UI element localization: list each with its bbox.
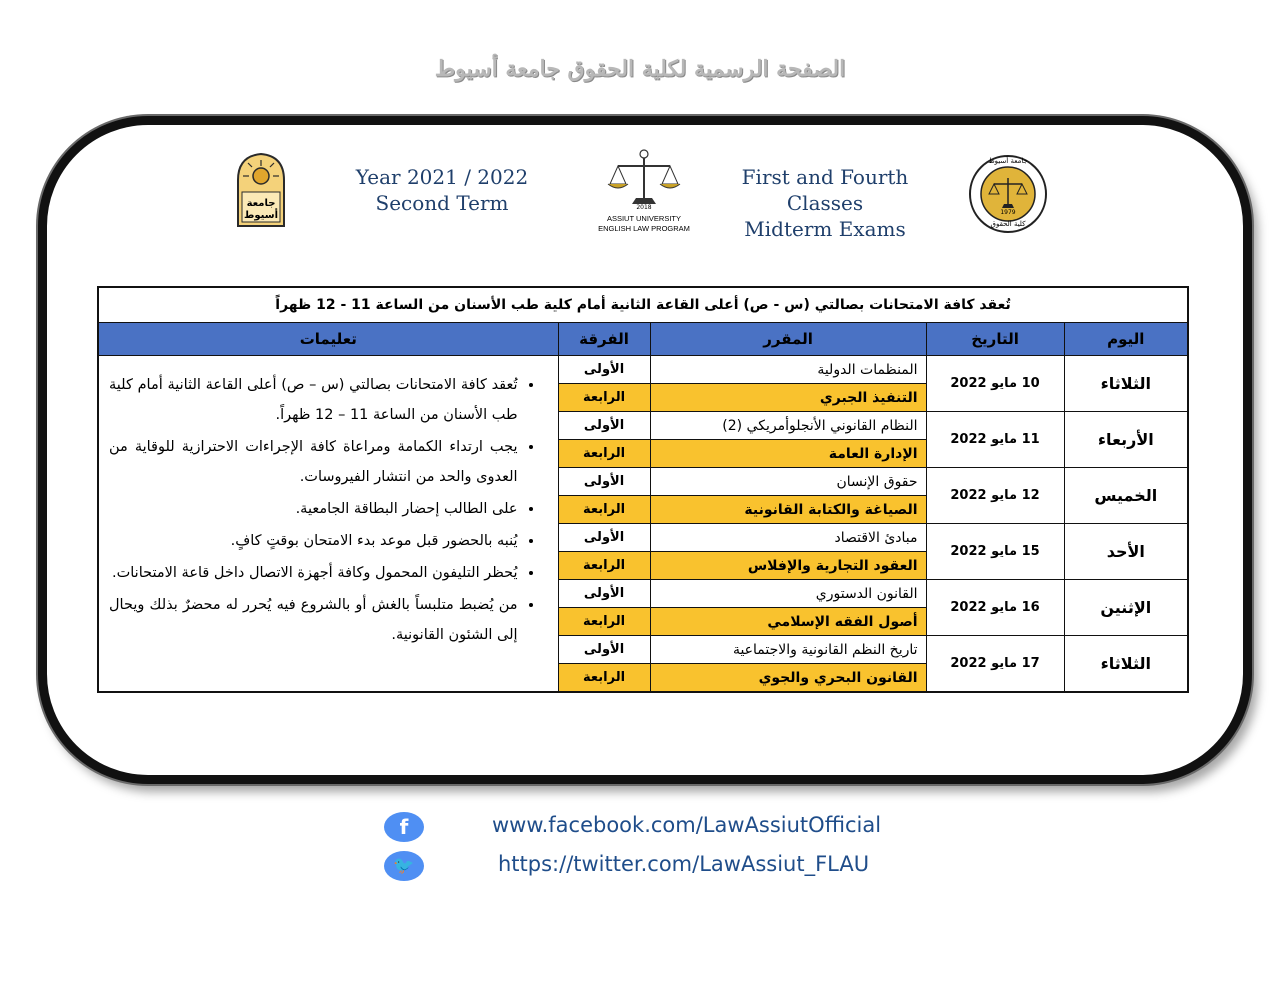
column-header-date: التاريخ: [926, 323, 1064, 356]
instruction-item: • على الطالب إحضار البطاقة الجامعية.: [109, 494, 518, 524]
program-logo-line2: ENGLISH LAW PROGRAM: [598, 224, 690, 233]
class-cell: الرابعة: [558, 608, 650, 636]
term: Second Term: [375, 191, 509, 215]
course-cell: تاريخ النظم القانونية والاجتماعية: [650, 636, 926, 664]
twitter-link-row[interactable]: [384, 851, 904, 885]
day-cell: الخميس: [1064, 468, 1188, 524]
class-cell: الأولى: [558, 636, 650, 664]
facebook-icon[interactable]: f: [384, 812, 424, 842]
exam-location-banner: تُعقد كافة الامتحانات بصالتي (س - ص) أعلى القاعة الثانية أمام كلية طب الأسنان من الساعة 11 - 12 ظهراً: [98, 287, 1188, 323]
program-logo-year: 2018: [636, 204, 652, 211]
course-cell: العقود التجارية والإفلاس: [650, 552, 926, 580]
exam-type: Midterm Exams: [744, 217, 906, 241]
course-cell: القانون البحري والجوي: [650, 664, 926, 693]
class-cell: الأولى: [558, 580, 650, 608]
date-cell: 15 مايو 2022: [926, 524, 1064, 580]
date-cell: 10 مايو 2022: [926, 356, 1064, 412]
class-cell: الرابعة: [558, 384, 650, 412]
exam-schedule-table: [97, 286, 1189, 693]
course-cell: القانون الدستوري: [650, 580, 926, 608]
column-header-course: المقرر: [650, 323, 926, 356]
program-logo-line1: ASSIUT UNIVERSITY: [606, 214, 682, 223]
class-cell: الرابعة: [558, 496, 650, 524]
class-cell: الرابعة: [558, 440, 650, 468]
class-cell: الرابعة: [558, 552, 650, 580]
facebook-link[interactable]: www.facebook.com/LawAssiutOfficial: [492, 813, 882, 837]
date-cell: 11 مايو 2022: [926, 412, 1064, 468]
twitter-link[interactable]: https://twitter.com/LawAssiut_FLAU: [498, 852, 870, 876]
program-logo: [596, 146, 692, 238]
academic-year: Year 2021 / 2022: [355, 165, 529, 189]
day-cell: الثلاثاء: [1064, 356, 1188, 412]
instruction-item: • يُحظر التليفون المحمول وكافة أجهزة الاتصال داخل قاعة الامتحانات.: [109, 558, 518, 588]
classes-title: First and Fourth Classes: [741, 165, 909, 215]
faculty-seal-year: 1979: [1000, 209, 1016, 216]
course-cell: الإدارة العامة: [650, 440, 926, 468]
instruction-item: • من يُضبط متلبساً بالغش أو بالشروع فيه يُحرر له محضرٌ بذلك ويحال إلى الشئون القانونية.: [109, 590, 518, 650]
class-cell: الأولى: [558, 468, 650, 496]
course-cell: مبادئ الاقتصاد: [650, 524, 926, 552]
university-logo-text: جامعة أسيوط: [244, 198, 278, 221]
date-cell: 17 مايو 2022: [926, 636, 1064, 693]
instruction-item: • يُنبه بالحضور قبل موعد بدء الامتحان بوقتٍ كافٍ.: [109, 526, 518, 556]
faculty-seal-top-text: جامعة أسيوط: [988, 157, 1028, 165]
date-cell: 16 مايو 2022: [926, 580, 1064, 636]
day-cell: الأحد: [1064, 524, 1188, 580]
exam-heading: [712, 164, 938, 242]
class-cell: الأولى: [558, 524, 650, 552]
faculty-seal-bottom-text: كلية الحقوق: [990, 220, 1026, 228]
column-header-instructions: تعليمات: [98, 323, 558, 356]
facebook-link-row[interactable]: [384, 812, 904, 846]
instructions-cell: [98, 356, 558, 693]
day-cell: الثلاثاء: [1064, 636, 1188, 693]
class-cell: الأولى: [558, 356, 650, 384]
instructions-list: [109, 370, 544, 650]
instruction-item: • تُعقد كافة الامتحانات بصالتي (س – ص) أعلى القاعة الثانية أمام كلية طب الأسنان من الساعة 11 – 12 ظهراً.: [109, 370, 518, 430]
academic-year-heading: [342, 164, 542, 216]
class-cell: الرابعة: [558, 664, 650, 693]
course-cell: التنفيذ الجبري: [650, 384, 926, 412]
course-cell: المنظمات الدولية: [650, 356, 926, 384]
class-cell: الأولى: [558, 412, 650, 440]
date-cell: 12 مايو 2022: [926, 468, 1064, 524]
faculty-seal: [968, 154, 1048, 234]
scales-icon: [596, 146, 692, 210]
course-cell: الصياغة والكتابة القانونية: [650, 496, 926, 524]
column-header-day: اليوم: [1064, 323, 1188, 356]
day-cell: الأربعاء: [1064, 412, 1188, 468]
course-cell: النظام القانوني الأنجلوأمريكي (2): [650, 412, 926, 440]
course-cell: أصول الفقه الإسلامي: [650, 608, 926, 636]
page-title: الصفحة الرسمية لكلية الحقوق جامعة أسيوط: [434, 56, 846, 82]
course-cell: حقوق الإنسان: [650, 468, 926, 496]
column-header-class: الفرقة: [558, 323, 650, 356]
day-cell: الإثنين: [1064, 580, 1188, 636]
university-logo: [232, 150, 290, 228]
instruction-item: • يجب ارتداء الكمامة ومراعاة كافة الإجراءات الاحترازية للوقاية من العدوى والحد من انتشار الفيروسات.: [109, 432, 518, 492]
twitter-icon[interactable]: 🐦: [384, 851, 424, 881]
table-row: [98, 356, 1188, 384]
